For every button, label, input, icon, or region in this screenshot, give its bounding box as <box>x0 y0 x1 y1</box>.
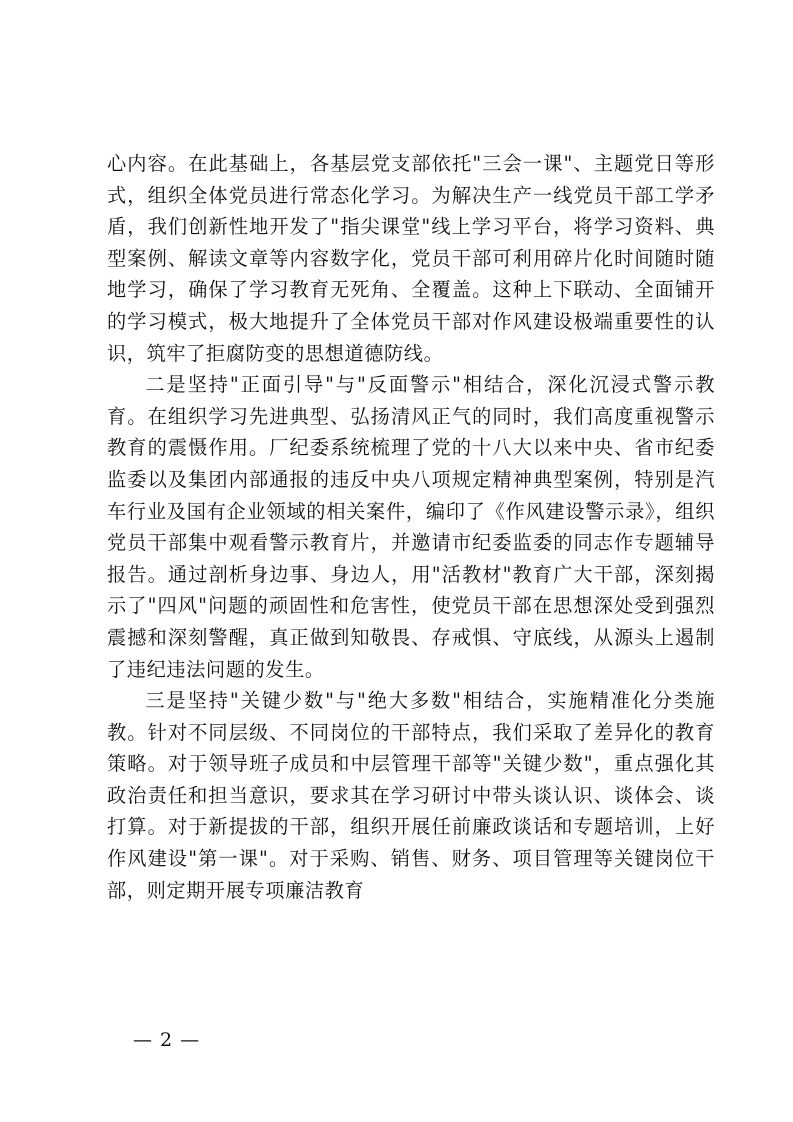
page-number: — 2 — <box>133 1029 201 1051</box>
paragraph-point-two: 二是坚持"正面引导"与"反面警示"相结合，深化沉浸式警示教育。在组织学习先进典型、弘扬清风正气的同时，我们高度重视警示教育的震慑作用。厂纪委系统梳理了党的十八大以来中央、省市纪委监委以及集团内部通报的违反中央八项规定精神典型案例，特别是汽车行业及国有企业领域的相关案件，编印了《作风建设警示录》，组织党员干部集中观看警示教育片，并邀请市纪委监委的同志作专题辅导报告。通过剖析身边事、身边人，用"活教材"教育广大干部，深刻揭示了"四风"问题的顽固性和危害性，使党员干部在思想深处受到强烈震撼和深刻警醒，真正做到知敬畏、存戒惧、守底线，从源头上遏制了违纪违法问题的发生。 <box>107 373 715 681</box>
document-body <box>107 148 715 906</box>
paragraph-point-three: 三是坚持"关键少数"与"绝大多数"相结合，实施精准化分类施教。针对不同层级、不同岗位的干部特点，我们采取了差异化的教育策略。对于领导班子成员和中层管理干部等"关键少数"，重点强化其政治责任和担当意识，要求其在学习研讨中带头谈认识、谈体会、谈打算。对于新提拔的干部，组织开展任前廉政谈话和专题培训，上好作风建设"第一课"。对于采购、销售、财务、项目管理等关键岗位干部，则定期开展专项廉洁教育 <box>107 689 715 902</box>
paragraph-continuation: 心内容。在此基础上，各基层党支部依托"三会一课"、主题党日等形式，组织全体党员进行常态化学习。为解决生产一线党员干部工学矛盾，我们创新性地开发了"指尖课堂"线上学习平台，将学习资料、典型案例、解读文章等内容数字化，党员干部可利用碎片化时间随时随地学习，确保了学习教育无死角、全覆盖。这种上下联动、全面铺开的学习模式，极大地提升了全体党员干部对作风建设极端重要性的认识，筑牢了拒腐防变的思想道德防线。 <box>107 152 715 365</box>
